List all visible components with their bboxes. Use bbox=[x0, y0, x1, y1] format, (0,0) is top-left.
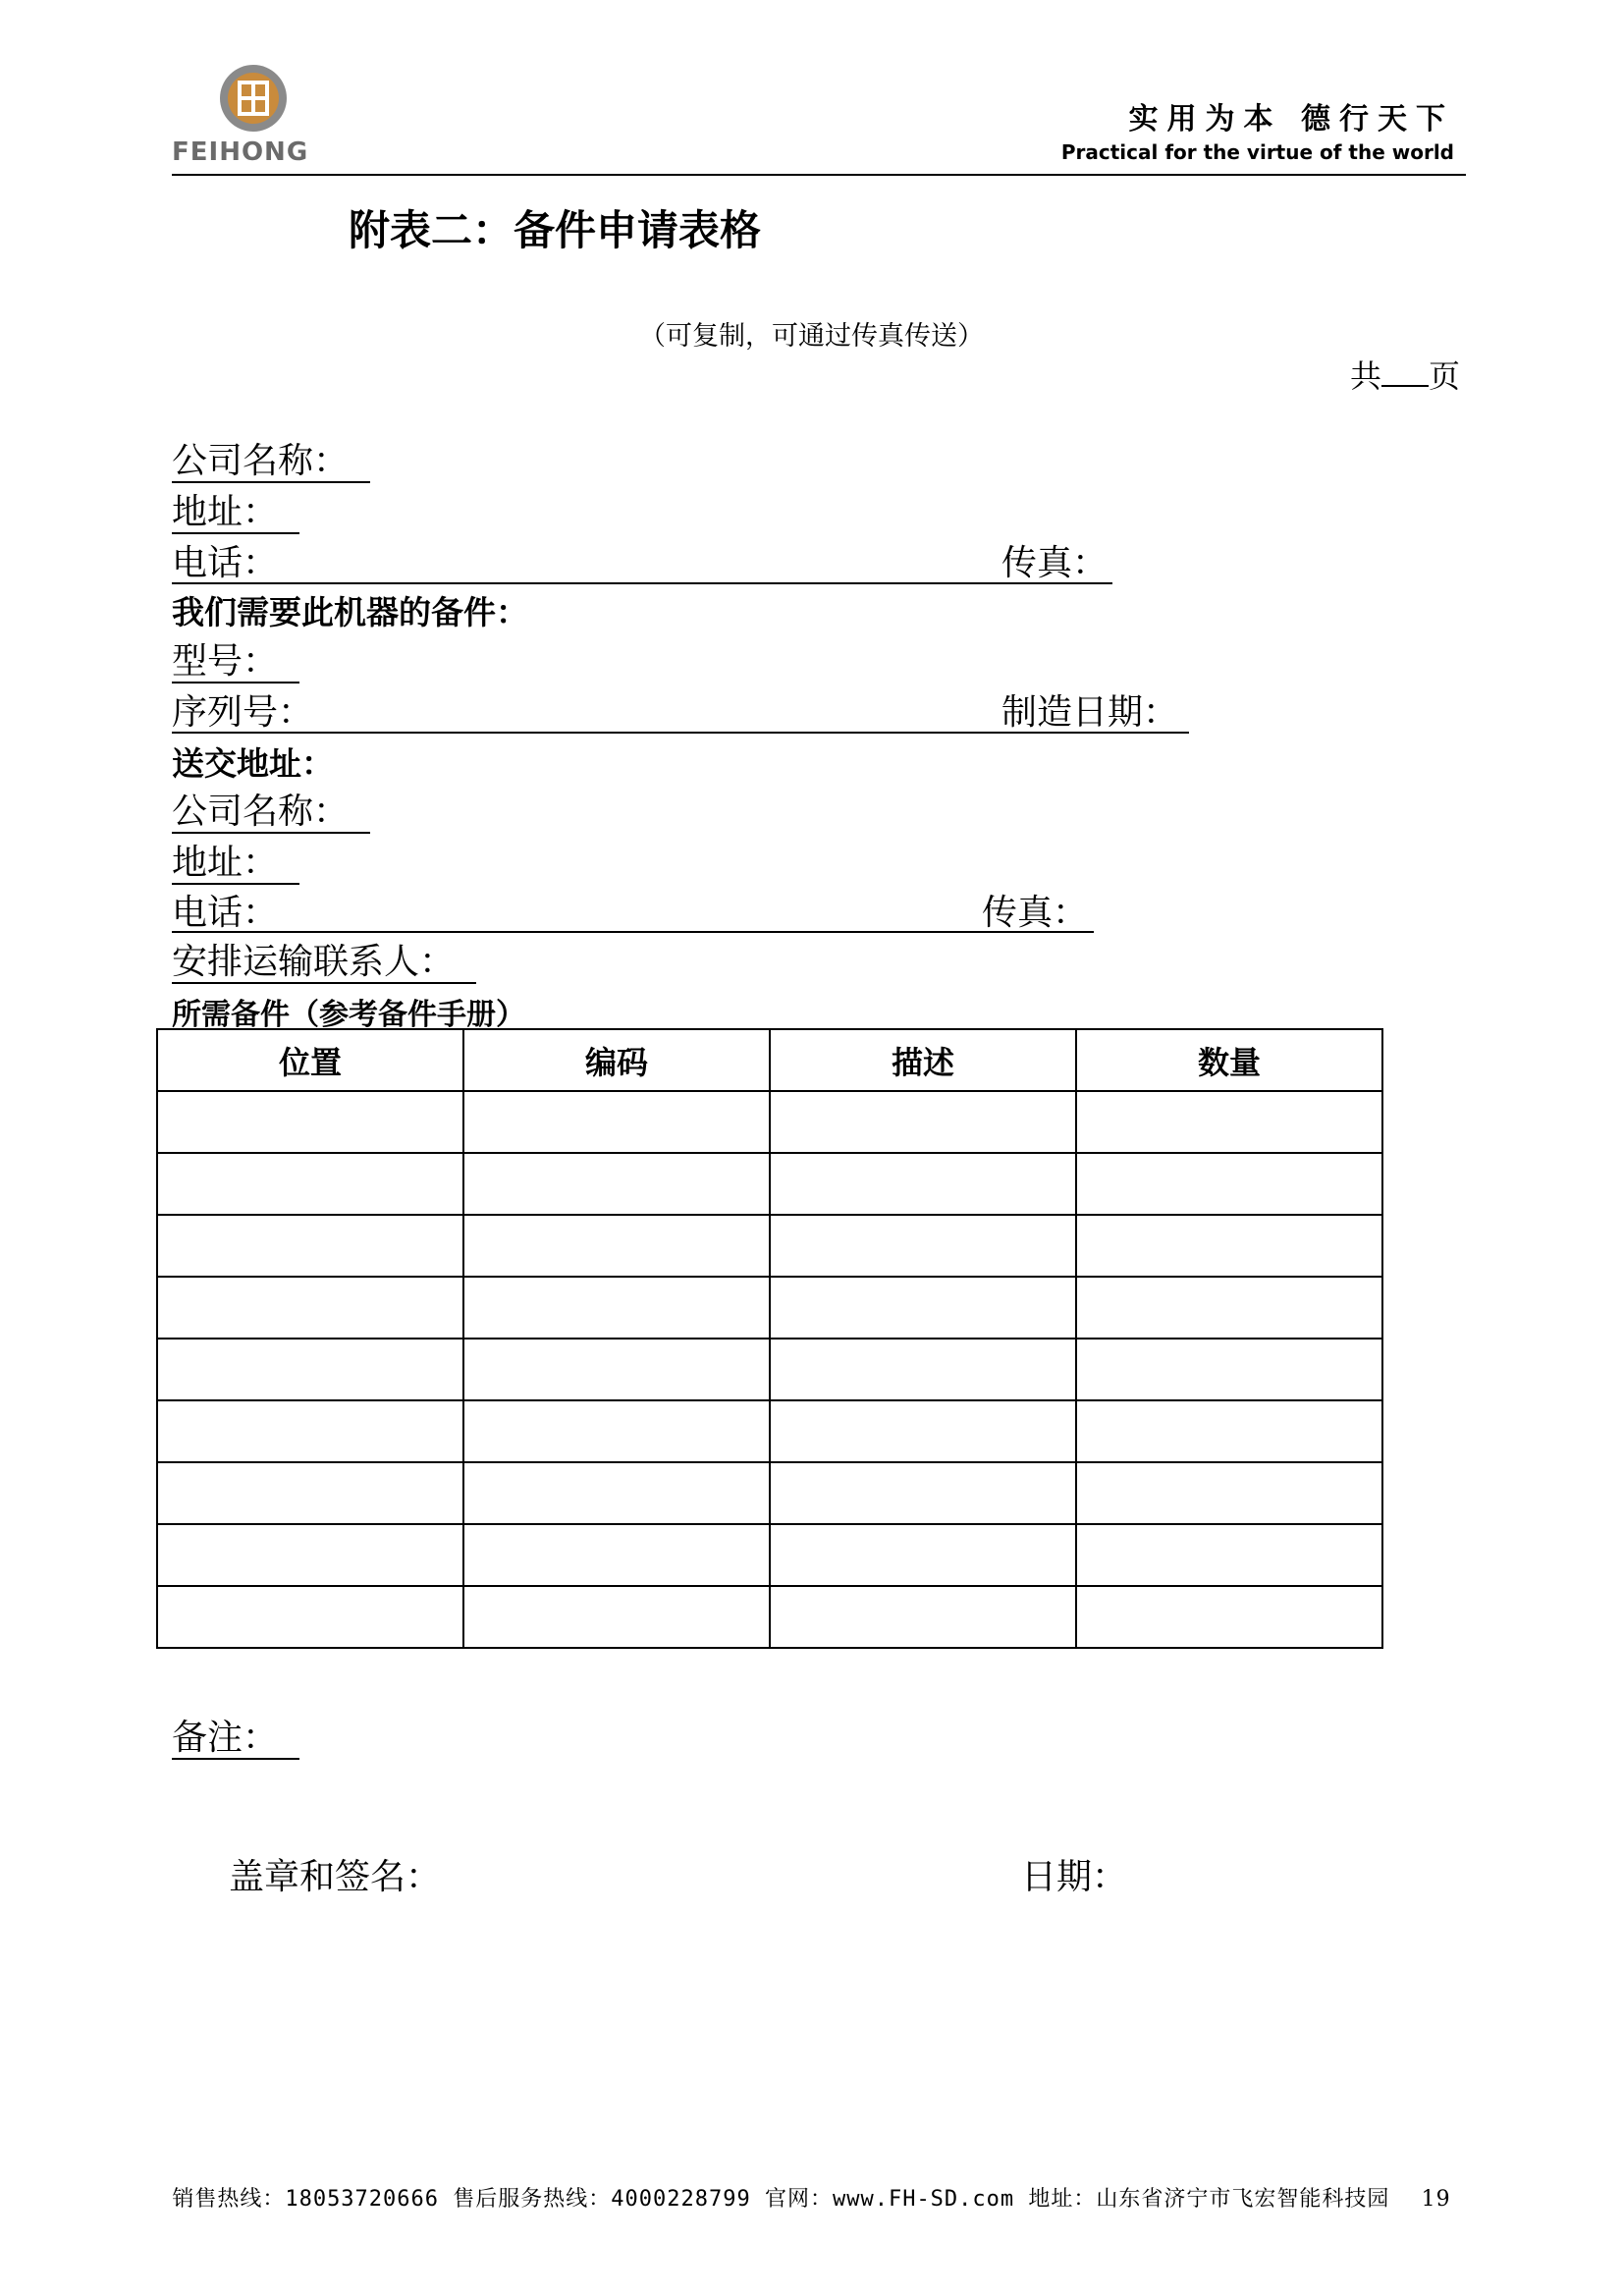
address-label: 地址： bbox=[172, 492, 299, 534]
table-cell[interactable] bbox=[157, 1277, 463, 1339]
table-cell[interactable] bbox=[463, 1586, 770, 1648]
date-label: 日期： bbox=[1021, 1857, 1128, 1897]
logo-text: FEIHONG bbox=[172, 137, 309, 167]
table-row bbox=[157, 1400, 1382, 1462]
table-cell[interactable] bbox=[463, 1400, 770, 1462]
table-cell[interactable] bbox=[770, 1339, 1076, 1400]
serial-date-underline bbox=[172, 732, 1189, 734]
serial-label: 序列号： bbox=[172, 692, 314, 733]
mfg-date-label: 制造日期： bbox=[1001, 692, 1179, 733]
table-cell[interactable] bbox=[1076, 1462, 1382, 1524]
company-name-field[interactable] bbox=[172, 440, 370, 483]
table-cell[interactable] bbox=[157, 1462, 463, 1524]
table-cell[interactable] bbox=[463, 1339, 770, 1400]
table-cell[interactable] bbox=[463, 1215, 770, 1277]
column-header-quantity: 数量 bbox=[1076, 1029, 1382, 1091]
column-header-description: 描述 bbox=[770, 1029, 1076, 1091]
feihong-logo-icon bbox=[218, 63, 289, 134]
slogan-chinese: 实用为本 德行天下 bbox=[1128, 102, 1454, 137]
signature-field[interactable] bbox=[229, 1856, 441, 1899]
table-cell[interactable] bbox=[770, 1586, 1076, 1648]
page-count-suffix: 页 bbox=[1428, 357, 1460, 395]
table-cell[interactable] bbox=[1076, 1153, 1382, 1215]
table-header-row bbox=[157, 1029, 1382, 1091]
parts-heading: 所需备件（参考备件手册） bbox=[172, 998, 525, 1032]
table-cell[interactable] bbox=[1076, 1215, 1382, 1277]
column-header-position: 位置 bbox=[157, 1029, 463, 1091]
table-cell[interactable] bbox=[463, 1091, 770, 1153]
ship-phone-field[interactable] bbox=[172, 892, 278, 935]
address-field[interactable] bbox=[172, 491, 299, 534]
table-row bbox=[157, 1153, 1382, 1215]
ship-fax-field[interactable] bbox=[982, 892, 1088, 935]
page-footer bbox=[0, 2182, 1623, 2213]
table-cell[interactable] bbox=[1076, 1339, 1382, 1400]
table-cell[interactable] bbox=[770, 1400, 1076, 1462]
signature-label: 盖章和签名： bbox=[229, 1857, 442, 1897]
table-cell[interactable] bbox=[770, 1277, 1076, 1339]
remarks-field[interactable] bbox=[172, 1717, 299, 1760]
transport-contact-label: 安排运输联系人： bbox=[172, 942, 476, 984]
fax-label: 传真： bbox=[1001, 543, 1109, 583]
page-title: 附表二：备件申请表格 bbox=[349, 206, 762, 254]
table-cell[interactable] bbox=[157, 1153, 463, 1215]
ship-heading: 送交地址： bbox=[172, 744, 334, 783]
machine-parts-heading: 我们需要此机器的备件： bbox=[172, 593, 528, 631]
table-cell[interactable] bbox=[157, 1215, 463, 1277]
table-cell[interactable] bbox=[463, 1462, 770, 1524]
table-cell[interactable] bbox=[1076, 1524, 1382, 1586]
ship-company-name-label: 公司名称： bbox=[172, 792, 370, 834]
table-cell[interactable] bbox=[1076, 1277, 1382, 1339]
table-row bbox=[157, 1462, 1382, 1524]
table-row bbox=[157, 1524, 1382, 1586]
page-count-blank[interactable] bbox=[1381, 357, 1429, 387]
remarks-label: 备注： bbox=[172, 1718, 299, 1760]
phone-field[interactable] bbox=[172, 542, 278, 585]
phone-label: 电话： bbox=[172, 543, 279, 583]
table-cell[interactable] bbox=[463, 1153, 770, 1215]
table-cell[interactable] bbox=[770, 1153, 1076, 1215]
serial-field[interactable] bbox=[172, 691, 313, 735]
transport-contact-field[interactable] bbox=[172, 941, 476, 984]
table-cell[interactable] bbox=[463, 1277, 770, 1339]
table-row bbox=[157, 1091, 1382, 1153]
phone-fax-underline bbox=[172, 582, 1112, 584]
table-cell[interactable] bbox=[157, 1339, 463, 1400]
fax-field[interactable] bbox=[1001, 542, 1108, 585]
ship-phone-fax-underline bbox=[172, 931, 1094, 933]
company-logo bbox=[172, 61, 349, 169]
date-field[interactable] bbox=[1021, 1856, 1127, 1899]
table-cell[interactable] bbox=[157, 1091, 463, 1153]
ship-phone-label: 电话： bbox=[172, 893, 279, 933]
table-row bbox=[157, 1586, 1382, 1648]
mfg-date-field[interactable] bbox=[1001, 691, 1178, 735]
table-cell[interactable] bbox=[770, 1091, 1076, 1153]
ship-address-label: 地址： bbox=[172, 843, 299, 885]
model-field[interactable] bbox=[172, 640, 299, 683]
footer-contact-text: 销售热线：18053720666 售后服务热线：4000228799 官网：www.FH-SD.com 地址：山东省济宁市飞宏智能科技园 bbox=[172, 2187, 1390, 2212]
page-subtitle: （可复制，可通过传真传送） bbox=[639, 321, 984, 352]
table-cell[interactable] bbox=[1076, 1586, 1382, 1648]
company-name-label: 公司名称： bbox=[172, 441, 370, 483]
table-cell[interactable] bbox=[157, 1400, 463, 1462]
model-label: 型号： bbox=[172, 641, 299, 683]
parts-table-body bbox=[157, 1091, 1382, 1648]
page-count bbox=[1350, 352, 1460, 397]
ship-fax-label: 传真： bbox=[982, 893, 1089, 933]
page-number: 19 bbox=[1421, 2187, 1451, 2212]
table-row bbox=[157, 1215, 1382, 1277]
table-cell[interactable] bbox=[770, 1524, 1076, 1586]
column-header-code: 编码 bbox=[463, 1029, 770, 1091]
table-row bbox=[157, 1277, 1382, 1339]
table-cell[interactable] bbox=[770, 1462, 1076, 1524]
table-row bbox=[157, 1339, 1382, 1400]
ship-company-name-field[interactable] bbox=[172, 791, 370, 834]
table-cell[interactable] bbox=[1076, 1091, 1382, 1153]
ship-address-field[interactable] bbox=[172, 842, 299, 885]
table-cell[interactable] bbox=[157, 1524, 463, 1586]
parts-table bbox=[156, 1028, 1383, 1649]
page-count-prefix: 共 bbox=[1349, 357, 1381, 395]
table-cell[interactable] bbox=[463, 1524, 770, 1586]
header-divider bbox=[172, 174, 1466, 176]
slogan-english: Practical for the virtue of the world bbox=[1060, 140, 1454, 164]
table-cell[interactable] bbox=[157, 1586, 463, 1648]
table-cell[interactable] bbox=[1076, 1400, 1382, 1462]
table-cell[interactable] bbox=[770, 1215, 1076, 1277]
